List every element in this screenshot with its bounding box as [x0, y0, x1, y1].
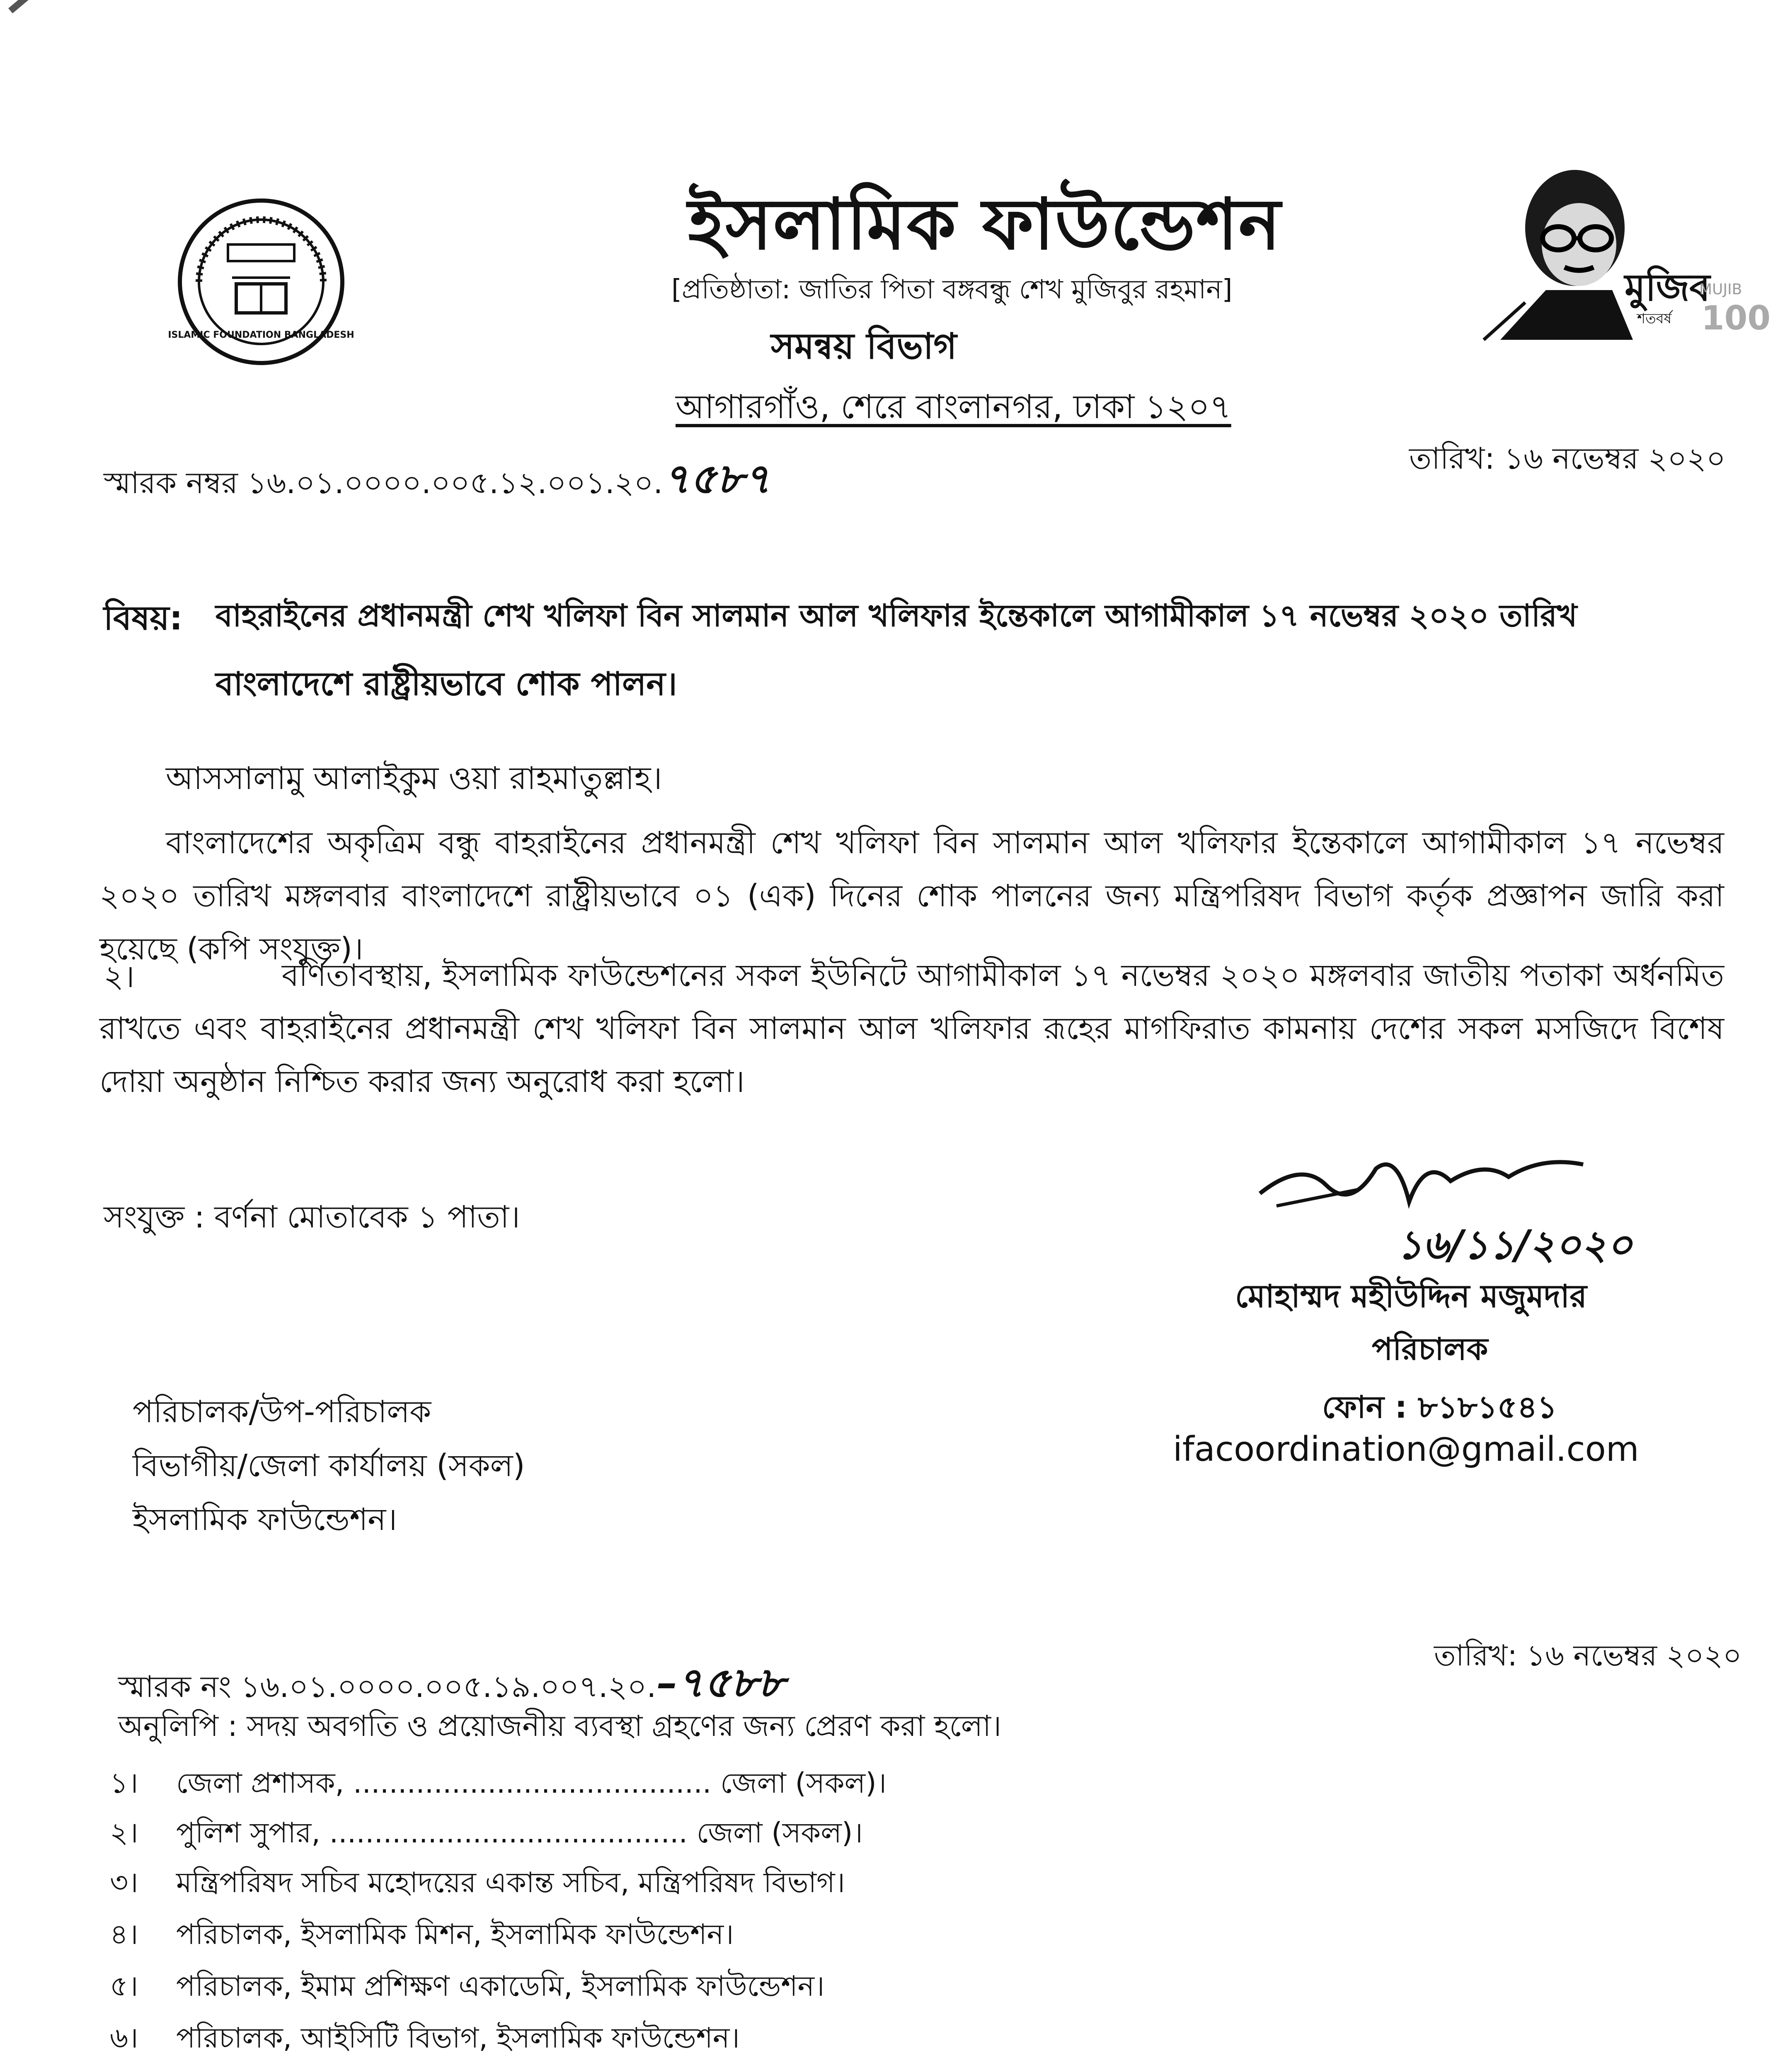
seal-text: ISLAMIC FOUNDATION BANGLADESH [168, 330, 354, 340]
copy-item [110, 1912, 734, 1960]
scan-mark [8, 0, 108, 13]
copy-item-text: পুলিশ সুপার, ........................................ জেলা (সকল)। [176, 1817, 863, 1849]
signature-1-date: ১৬/১১/২০২০ [1397, 1221, 1633, 1268]
subject-line1: বাহরাইনের প্রধানমন্ত্রী শেখ খলিফা বিন সালমান আল খলিফার ইন্তেকালে আগামীকাল ১৭ নভেম্বর ২০২০ তারিখ [216, 598, 1577, 634]
org-name: ইসলামিক ফাউন্ডেশন [688, 184, 1281, 266]
copy-item-number [110, 2068, 176, 2072]
founder-line: [প্রতিষ্ঠাতা: জাতির পিতা বঙ্গবন্ধু শেখ মুজিবুর রহমান] [671, 274, 1233, 305]
subject-label: বিষয়: [104, 599, 183, 637]
mujib-logo-sub: শতবর্ষ [1637, 310, 1672, 327]
signature-1-name: মোহাম্মদ মহীউদ্দিন মজুমদার [1235, 1278, 1587, 1314]
copy-item-number: ৪। [110, 1918, 138, 1951]
signature-1-email: ifacoordination@gmail.com [1173, 1430, 1639, 1469]
signature-1-phone: ফোন : ৮১৮১৫৪১ [1322, 1389, 1557, 1425]
copy-item [110, 1964, 824, 2011]
copy-item-number: ৩। [110, 1866, 138, 1899]
paragraph-1: বাংলাদেশের অকৃত্রিম বন্ধু বাহরাইনের প্রধানমন্ত্রী শেখ খলিফা বিন সালমান আল খলিফার ইন্তেকালে আগামীকাল ১৭ নভেম্বর ২০২০ তারিখ মঙ্গলবার বাংলাদেশে রাষ্ট্রীয়ভাবে ০১ (এক) দিনের শোক পালনের জন্য মন্ত্রিপরিষদ বিভাগ কর্তৃক প্রজ্ঞাপন জারি করা হয়েছে (কপি সংযুক্ত)। [99, 825, 1724, 967]
paragraph-2: বর্ণিতাবস্থায়, ইসলামিক ফাউন্ডেশনের সকল ইউনিটে আগামীকাল ১৭ নভেম্বর ২০২০ মঙ্গলবার জাতীয় পতাকা অর্ধনমিত রাখতে এবং বাহরাইনের প্রধানমন্ত্রী শেখ খলিফা বিন সালমান আল খলিফার রূহের মাগফিরাত কামনায় দেশের সকল মসজিদে বিশেষ দোয়া অনুষ্ঠান নিশ্চিত করার জন্য অনুরোধ করা হলো। [99, 958, 1724, 1099]
copy-item-number: ২। [110, 1817, 138, 1849]
recipient-line-2: বিভাগীয়/জেলা কার্যালয় (সকল) [133, 1448, 525, 1484]
foundation-seal-icon [168, 195, 354, 369]
attachment-note: সংযুক্ত : বর্ণনা মোতাবেক ১ পাতা। [104, 1199, 520, 1235]
memo2-ref [118, 1658, 785, 1707]
copy-item-text: জেলা প্রশাসক, ........................................ জেলা (সকল)। [176, 1767, 887, 1800]
memo1-ref-label: স্মারক নম্বর ১৬.০১.০০০০.০০৫.১২.০০১.২০. [104, 465, 663, 500]
memo2-ref-label: স্মারক নং ১৬.০১.০০০০.০০৫.১৯.০০৭.২০. [118, 1669, 656, 1704]
recipient-line-1: পরিচালক/উপ-পরিচালক [133, 1394, 431, 1430]
copy-item-text: পরিচালক, ইসলামিক মিশন, ইসলামিক ফাউন্ডেশন। [176, 1918, 734, 1951]
copy-item-text: মন্ত্রিপরিষদ সচিব মহোদয়ের একান্ত সচিব, মন্ত্রিপরিষদ বিভাগ। [176, 1866, 845, 1899]
mujib-portrait-icon [1475, 166, 1771, 344]
copy-item [110, 2068, 1092, 2072]
memo2-date: তারিখ: ১৬ নভেম্বর ২০২০ [1434, 1639, 1742, 1673]
paragraph-2-number: ২। [104, 959, 135, 995]
address: আগারগাঁও, শেরে বাংলানগর, ঢাকা ১২০৭ [676, 387, 1231, 426]
mujib-logo-en: MUJIB [1699, 281, 1742, 298]
mujib-logo-num: 100 [1701, 299, 1771, 337]
recipient-line-3: ইসলামিক ফাউন্ডেশন। [133, 1502, 397, 1537]
memo1-ref-handwritten: ৭৫৮৭ [663, 454, 771, 503]
copy-item-text: পরিচালক, আইসিটি বিভাগ, ইসলামিক ফাউন্ডেশন। [176, 2022, 740, 2055]
memo1-ref [104, 454, 771, 503]
copy-intro: অনুলিপি : সদয় অবগতি ও প্রয়োজনীয় ব্যবস্থা গ্রহণের জন্য প্রেরণ করা হলো। [118, 1709, 1002, 1743]
greeting: আসসালামু আলাইকুম ওয়া রাহমাতুল্লাহ। [166, 760, 662, 796]
signature-1-designation: পরিচালক [1372, 1331, 1488, 1367]
copy-item [110, 1761, 887, 1808]
mujib-logo-text: মুজিব [1625, 266, 1710, 310]
memo2-ref-handwritten: –৭৫৮৮ [656, 1658, 785, 1707]
copy-item-number: ৬। [110, 2022, 138, 2055]
copy-item [110, 1861, 845, 1908]
department: সমন্বয় বিভাগ [771, 326, 957, 367]
copy-item-text: পরিচালক, ইমাম প্রশিক্ষণ একাডেমি, ইসলামিক ফাউন্ডেশন। [176, 1970, 825, 2003]
subject-line2: বাংলাদেশে রাষ্ট্রীয়ভাবে শোক পালন। [216, 666, 677, 703]
copy-item [110, 1811, 863, 1858]
copy-item-number: ১। [110, 1767, 138, 1800]
copy-item-number: ৫। [110, 1970, 138, 2003]
memo1-date: তারিখ: ১৬ নভেম্বর ২০২০ [1409, 441, 1726, 476]
copy-item [110, 2016, 740, 2063]
